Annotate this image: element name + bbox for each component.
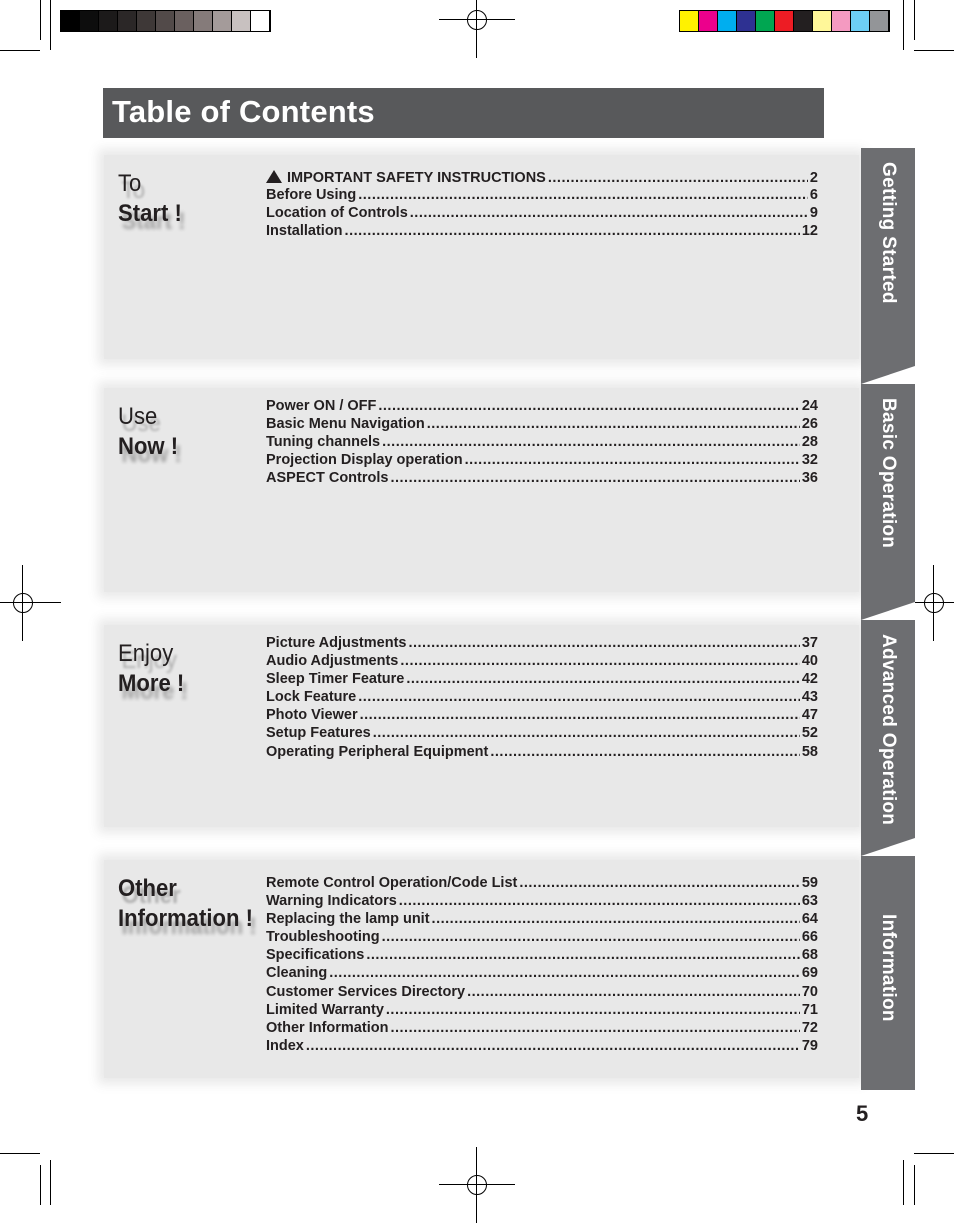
page-title: Table of Contents — [112, 94, 375, 129]
toc-list — [266, 875, 818, 1056]
toc-entry[interactable] — [266, 1002, 818, 1020]
dot-leader — [519, 875, 800, 891]
toc-entry[interactable] — [266, 470, 818, 488]
tab-notch — [861, 838, 915, 856]
toc-entry-title — [266, 653, 398, 669]
toc-entry-page: 9 — [809, 205, 818, 222]
dot-leader — [366, 947, 800, 963]
toc-entry-page: 2 — [809, 170, 818, 186]
toc-list — [266, 398, 818, 488]
toc-entry-page: 26 — [801, 416, 818, 433]
toc-entry-text: Other Information — [266, 1019, 389, 1036]
toc-entry-title — [266, 744, 488, 760]
color-swatch — [118, 11, 137, 31]
toc-entry-title — [266, 434, 380, 450]
toc-entry-text: Setup Features — [266, 725, 371, 742]
dot-leader — [358, 689, 800, 705]
toc-list — [266, 169, 818, 241]
toc-entry-text: Limited Warranty — [266, 1001, 384, 1018]
toc-entry-text: Power ON / OFF — [266, 398, 377, 414]
section-heading — [118, 874, 265, 934]
toc-entry[interactable] — [266, 707, 818, 725]
dot-leader — [406, 671, 800, 687]
tab-label: Advanced Operation — [878, 634, 899, 826]
toc-entry-page: 6 — [809, 187, 818, 204]
toc-entry-text: Photo Viewer — [266, 707, 358, 724]
dot-leader — [432, 911, 800, 927]
dot-leader — [467, 984, 800, 1000]
toc-entry[interactable] — [266, 671, 818, 689]
toc-entry-page: 40 — [801, 653, 818, 670]
color-swatch — [775, 11, 794, 31]
toc-entry[interactable] — [266, 965, 818, 983]
dot-leader — [378, 398, 799, 414]
dot-leader — [399, 893, 800, 909]
crop-mark — [0, 1153, 40, 1154]
toc-entry-page: 68 — [801, 947, 818, 964]
toc-entry[interactable] — [266, 416, 818, 434]
toc-entry-title — [266, 205, 408, 221]
section-heading-line2: More ! — [118, 670, 185, 697]
toc-entry-text: Specifications — [266, 947, 365, 964]
toc-entry[interactable] — [266, 205, 818, 223]
section-use-now — [104, 388, 859, 592]
toc-entry-title — [266, 893, 397, 909]
section-heading-line1: Other — [118, 875, 177, 902]
color-swatch — [251, 11, 270, 31]
registration-mark — [914, 583, 954, 623]
toc-entry-page: 71 — [801, 1001, 818, 1018]
dot-leader — [358, 187, 808, 203]
tab-advanced-operation[interactable] — [861, 620, 915, 856]
toc-entry-title — [266, 470, 388, 486]
color-swatch — [851, 11, 870, 31]
toc-entry-title — [266, 223, 343, 239]
toc-entry-page: 66 — [801, 929, 818, 946]
toc-entry-page: 32 — [801, 452, 818, 469]
crop-mark — [914, 50, 954, 51]
process-color-bar — [679, 10, 890, 32]
crop-mark — [50, 1160, 51, 1205]
tab-label: Information — [878, 914, 899, 1022]
toc-entry[interactable] — [266, 744, 818, 762]
dot-leader — [400, 653, 799, 669]
crop-mark — [903, 1160, 904, 1205]
section-heading — [118, 402, 183, 462]
toc-entry-title — [266, 707, 358, 723]
toc-entry-page: 79 — [801, 1037, 818, 1054]
toc-entry-text: Audio Adjustments — [266, 653, 399, 670]
tab-label: Basic Operation — [878, 398, 899, 549]
toc-entry[interactable] — [266, 725, 818, 743]
color-swatch — [61, 11, 80, 31]
dot-leader — [390, 470, 799, 486]
toc-entry-page: 70 — [801, 983, 818, 1000]
section-to-start — [104, 155, 859, 359]
toc-entry-text: Troubleshooting — [266, 929, 380, 946]
color-swatch — [232, 11, 251, 31]
toc-entry-title — [266, 911, 430, 927]
section-heading-line1: To — [118, 170, 142, 197]
color-swatch — [718, 11, 737, 31]
dot-leader — [465, 452, 800, 468]
dot-leader — [306, 1038, 800, 1054]
dot-leader — [410, 205, 808, 221]
toc-entry[interactable] — [266, 689, 818, 707]
toc-entry[interactable] — [266, 911, 818, 929]
color-swatch — [680, 11, 699, 31]
toc-entry-text: Picture Adjustments — [266, 635, 407, 651]
toc-entry-text: Operating Peripheral Equipment — [266, 743, 489, 760]
color-swatch — [813, 11, 832, 31]
section-enjoy-more — [104, 625, 859, 827]
crop-mark — [903, 0, 904, 50]
toc-list — [266, 635, 818, 762]
tab-notch — [861, 366, 915, 384]
toc-entry-text: Tuning channels — [266, 434, 381, 451]
toc-entry-title — [266, 1038, 304, 1054]
dot-leader — [373, 725, 800, 741]
toc-entry-page: 72 — [801, 1019, 818, 1036]
toc-entry-page: 69 — [801, 965, 818, 982]
toc-entry-page: 59 — [801, 875, 818, 891]
color-swatch — [213, 11, 232, 31]
toc-entry-title — [266, 689, 356, 705]
toc-entry[interactable] — [266, 929, 818, 947]
color-swatch — [156, 11, 175, 31]
toc-entry-title — [266, 416, 425, 432]
tab-notch — [861, 602, 915, 620]
toc-entry[interactable] — [266, 653, 818, 671]
color-swatch — [699, 11, 718, 31]
section-heading-line2: Information ! — [118, 905, 253, 932]
toc-entry-text: Cleaning — [266, 965, 328, 982]
toc-entry-page: 43 — [801, 689, 818, 706]
toc-entry-text: Replacing the lamp unit — [266, 911, 430, 928]
toc-entry-title — [266, 947, 364, 963]
color-swatch — [870, 11, 889, 31]
toc-entry-title — [266, 965, 327, 981]
color-swatch — [194, 11, 213, 31]
crop-mark — [40, 1165, 41, 1205]
dot-leader — [408, 635, 799, 651]
crop-mark — [0, 50, 40, 51]
crop-mark — [914, 0, 915, 40]
toc-entry[interactable] — [266, 187, 818, 205]
color-swatch — [794, 11, 813, 31]
section-heading — [118, 639, 190, 699]
toc-entry-page: 37 — [801, 635, 818, 651]
color-swatch — [99, 11, 118, 31]
toc-entry-page: 28 — [801, 434, 818, 451]
color-swatch — [756, 11, 775, 31]
toc-entry-text: Projection Display operation — [266, 452, 463, 469]
page-number: 5 — [856, 1101, 869, 1126]
toc-entry-text: Location of Controls — [266, 205, 408, 222]
section-heading-line2: Start ! — [118, 200, 182, 227]
registration-mark — [3, 583, 43, 623]
toc-entry-text: Before Using — [266, 187, 357, 204]
toc-entry-title — [266, 725, 371, 741]
dot-leader — [490, 744, 799, 760]
crop-mark — [50, 0, 51, 50]
toc-entry-page: 42 — [801, 671, 818, 688]
section-heading-line2: Now ! — [118, 433, 179, 460]
toc-entry-page: 63 — [801, 893, 818, 910]
toc-entry-text: Sleep Timer Feature — [266, 671, 405, 688]
toc-entry[interactable] — [266, 434, 818, 452]
toc-entry-title — [266, 452, 463, 468]
dot-leader — [386, 1002, 800, 1018]
toc-entry-page: 58 — [801, 743, 818, 760]
registration-mark — [457, 0, 497, 40]
toc-entry-title — [266, 1002, 384, 1018]
toc-entry-text: Customer Services Directory — [266, 983, 466, 1000]
gray-color-bar — [60, 10, 271, 32]
toc-entry[interactable] — [266, 1038, 818, 1056]
color-swatch — [137, 11, 156, 31]
dot-leader — [360, 707, 800, 723]
toc-entry-page: 36 — [801, 470, 818, 487]
section-other-information — [104, 860, 859, 1078]
crop-mark — [914, 1153, 954, 1154]
dot-leader — [427, 416, 800, 432]
toc-entry[interactable] — [266, 169, 818, 187]
toc-entry-page: 47 — [801, 707, 818, 724]
color-swatch — [80, 11, 99, 31]
toc-entry-text: Lock Feature — [266, 689, 357, 706]
toc-entry-text: IMPORTANT SAFETY INSTRUCTIONS — [287, 170, 546, 186]
toc-entry[interactable] — [266, 398, 818, 416]
toc-entry[interactable] — [266, 635, 818, 653]
tab-label: Getting Started — [878, 162, 899, 304]
section-heading-line1: Enjoy — [118, 640, 174, 667]
toc-entry-title — [266, 187, 356, 203]
tab-information[interactable] — [861, 856, 915, 1090]
title-bar — [103, 88, 824, 138]
toc-entry[interactable] — [266, 984, 818, 1002]
toc-entry-text: Remote Control Operation/Code List — [266, 875, 518, 891]
toc-entry[interactable] — [266, 947, 818, 965]
toc-entry-title — [266, 169, 546, 186]
toc-entry-text: Basic Menu Navigation — [266, 416, 425, 433]
tab-getting-started[interactable] — [861, 148, 915, 384]
toc-entry[interactable] — [266, 1020, 818, 1038]
crop-mark — [40, 0, 41, 40]
toc-entry[interactable] — [266, 893, 818, 911]
toc-entry-text: Warning Indicators — [266, 893, 397, 910]
toc-entry-title — [266, 1020, 388, 1036]
toc-entry-title — [266, 929, 380, 945]
toc-entry-page: 12 — [801, 223, 818, 240]
color-swatch — [832, 11, 851, 31]
toc-entry-title — [266, 635, 406, 651]
color-swatch — [175, 11, 194, 31]
toc-entry-text: ASPECT Controls — [266, 470, 389, 487]
warning-triangle-icon — [266, 170, 282, 183]
toc-entry[interactable] — [266, 452, 818, 470]
toc-entry[interactable] — [266, 223, 818, 241]
crop-mark — [914, 1165, 915, 1205]
dot-leader — [548, 170, 808, 186]
toc-entry-text: Index — [266, 1037, 304, 1054]
toc-entry-page: 24 — [801, 398, 818, 414]
tab-basic-operation[interactable] — [861, 384, 915, 620]
section-heading — [118, 169, 187, 229]
toc-entry-title — [266, 398, 376, 414]
toc-entry-title — [266, 875, 517, 891]
dot-leader — [329, 965, 800, 981]
section-heading-line1: Use — [118, 403, 158, 430]
toc-entry-title — [266, 984, 465, 1000]
dot-leader — [382, 929, 800, 945]
dot-leader — [345, 223, 800, 239]
toc-entry-page: 52 — [801, 725, 818, 742]
registration-mark — [457, 1165, 497, 1205]
color-swatch — [737, 11, 756, 31]
toc-entry-title — [266, 671, 404, 687]
toc-entry-text: Installation — [266, 223, 343, 240]
dot-leader — [382, 434, 800, 450]
toc-entry-page: 64 — [801, 911, 818, 928]
dot-leader — [390, 1020, 799, 1036]
toc-entry[interactable] — [266, 875, 818, 893]
